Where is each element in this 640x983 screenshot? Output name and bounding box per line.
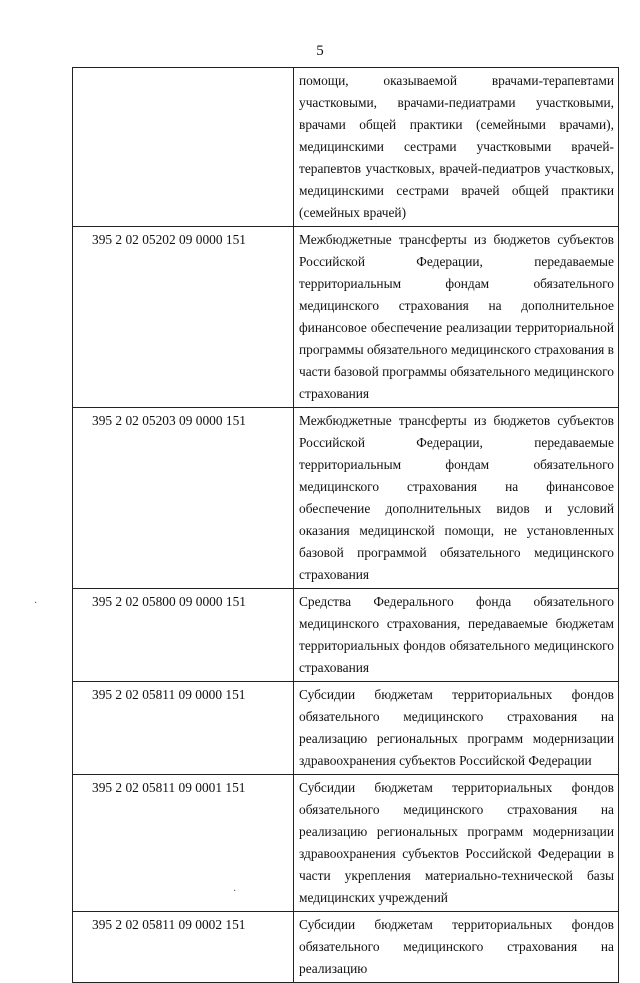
budget-code-cell: 395 2 02 05811 09 0000 151 [73,682,294,775]
description-cell: Субсидии бюджетам территориальных фондов обязательного медицинского страхования на реализацию [294,912,619,983]
description-cell: Межбюджетные трансферты из бюджетов субъектов Российской Федерации, передаваемые территориальным фондам обязательного медицинского страхования на дополнительное финансовое обеспечение реализации территориальной программы обязательного медицинского страхования в части базовой программы обязательного медицинского страхования [294,227,619,408]
table-row [73,408,619,589]
table-row [73,589,619,682]
page-number: 5 [316,43,324,59]
description-cell: Субсидии бюджетам территориальных фондов обязательного медицинского страхования на реализацию региональных программ модернизации здравоохранения субъектов Российской Федерации [294,682,619,775]
scan-speck: · [34,598,38,609]
budget-code-cell: 395 2 02 05800 09 0000 151 [73,589,294,682]
description-cell: Межбюджетные трансферты из бюджетов субъектов Российской Федерации, передаваемые территориальным фондам обязательного медицинского страхования на финансовое обеспечение дополнительных видов и условий оказания медицинской помощи, не установленных базовой программой обязательного медицинского страхования [294,408,619,589]
scan-speck: · [233,886,237,897]
budget-code-cell: 395 2 02 05202 09 0000 151 [73,227,294,408]
budget-code-cell [73,68,294,227]
budget-code-cell: 395 2 02 05203 09 0000 151 [73,408,294,589]
budget-code-cell: 395 2 02 05811 09 0002 151 [73,912,294,983]
table-row [73,775,619,912]
budget-code-cell: 395 2 02 05811 09 0001 151 [73,775,294,912]
table-row [73,682,619,775]
description-cell: Средства Федерального фонда обязательного медицинского страхования, передаваемые бюджетам территориальных фондов обязательного медицинского страхования [294,589,619,682]
budget-codes-table [72,67,619,983]
description-cell: помощи, оказываемой врачами-терапевтами участковыми, врачами-педиатрами участковыми, врачами общей практики (семейными врачами), медицинскими сестрами участковыми врачей-терапевтов участковых, врачей-педиатров участковых, медицинскими сестрами врачей общей практики (семейных врачей) [294,68,619,227]
table-row [73,68,619,227]
table-row [73,227,619,408]
description-cell: Субсидии бюджетам территориальных фондов обязательного медицинского страхования на реализацию региональных программ модернизации здравоохранения субъектов Российской Федерации в части укрепления материально-технической базы медицинских учреждений [294,775,619,912]
table-row [73,912,619,983]
